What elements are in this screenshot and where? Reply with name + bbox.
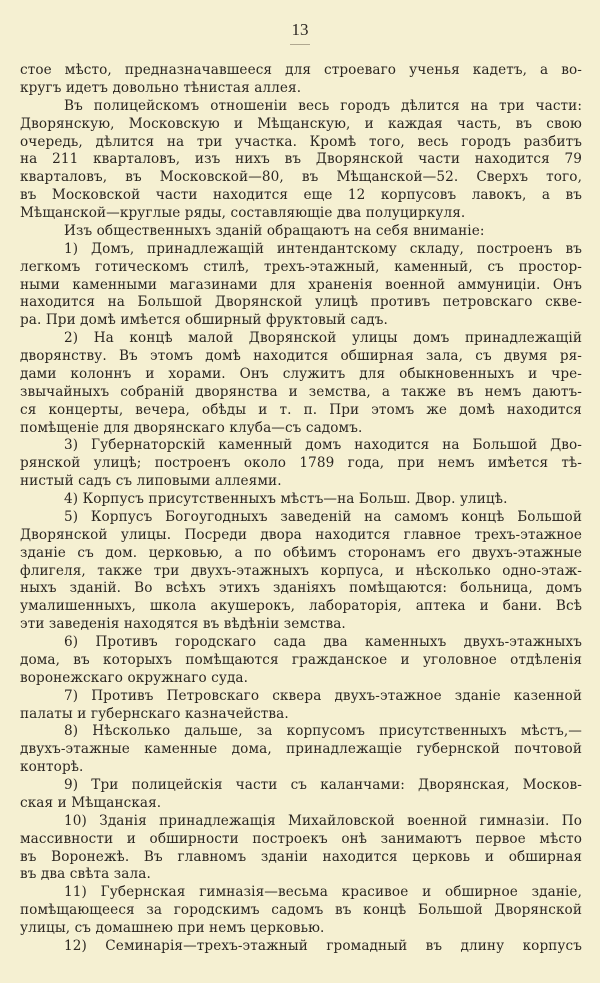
text-line: 5) Корпусъ Богоугодныхъ заведеній на самомъ концѣ Большой [64, 508, 582, 525]
text-line: ся концерты, вечера, обѣды и т. п. При этомъ же домѣ находится [20, 401, 582, 418]
text-line: флигеля, также три двухъ-этажныхъ корпуса, и нѣсколько одно-этаж- [20, 562, 582, 579]
text-line: 12) Семинарія—трехъ-этажный громадный въ длину корпусъ [64, 937, 582, 954]
text-line: Дворянскую, Московскую и Мѣщанскую, и каждая часть, въ свою [20, 115, 582, 132]
text-line: помѣщеніе для дворянскаго клуба—съ садомъ. [20, 419, 363, 436]
paragraph [20, 938, 582, 956]
page-number: 13 [291, 20, 309, 39]
paragraph [20, 688, 582, 724]
text-line: кварталовъ, въ Московской—80, въ Мѣщанской—52. Сверхъ того, [20, 169, 582, 186]
text-line: дами колоннъ и хорами. Онъ служитъ для обыкновенныхъ и чре- [20, 365, 582, 382]
text-line: Мѣщанской—круглые ряды, составляющіе два полуциркуля. [20, 205, 466, 221]
text-line: ныхъ зданій. Во всѣхъ этихъ зданіяхъ помѣщаются: больница, домъ [20, 580, 582, 597]
text-line: нистый садъ съ липовыми аллеями. [20, 473, 282, 490]
text-line: 4) Корпусъ присутственныхъ мѣстъ—на Больш. Двор. улицѣ. [64, 491, 508, 507]
text-line: дворянству. Въ этомъ домѣ находится обширная зала, съ двумя ря- [20, 348, 582, 364]
text-line: Изъ общественныхъ зданій обращаютъ на себя вниманіе: [64, 222, 485, 239]
paragraph [20, 777, 582, 813]
paragraph [20, 62, 582, 98]
text-line: улицы, съ домашнею при немъ церковью. [20, 920, 325, 936]
text-line: 2) На концѣ малой Дворянской улицы домъ принадлежащій [64, 330, 582, 347]
text-line: 10) Зданія принадлежащія Михайловской военной гимназіи. По [64, 812, 582, 829]
text-line: ра. При домѣ имѣется обширный фруктовый садъ. [20, 312, 388, 329]
text-line: рянской улицѣ; построенъ около 1789 года, при немъ имѣется тѣ- [20, 455, 582, 472]
text-line: эти заведенія находятся въ вѣдѣніи земства. [20, 616, 346, 633]
paragraph [20, 491, 582, 509]
text-line: зданіе съ дом. церковью, а по обѣимъ сторонамъ его двухъ-этажные [20, 544, 582, 561]
page-number-underline [290, 44, 310, 45]
text-line: массивности и обширности построекъ онѣ занимаютъ первое мѣсто [20, 830, 582, 847]
text-line: на 211 кварталовъ, изъ нихъ въ Дворянской части находится 79 [20, 151, 582, 168]
text-line: кругъ идетъ довольно тѣнистая аллея. [20, 79, 302, 96]
text-line: дома, въ которыхъ помѣщаются гражданское и уголовное отдѣленія [20, 651, 582, 668]
text-line: 1) Домъ, принадлежащій интендантскому складу, построенъ въ [64, 240, 582, 257]
paragraph [20, 813, 582, 885]
text-line: 9) Три полицейскія части съ каланчами: Дворянская, Москов- [64, 777, 582, 793]
text-line: конторѣ. [20, 759, 84, 776]
text-line: 7) Противъ Петровскаго сквера двухъ-этажное зданіе казенной [64, 687, 582, 704]
text-line: двухъ-этажные каменные дома, принадлежащіе губернской почтовой [20, 741, 582, 758]
text-line: 11) Губернская гимназія—весьма красивое и обширное зданіе, [64, 884, 582, 901]
paragraph [20, 509, 582, 634]
paragraph [20, 884, 582, 938]
paragraph [20, 634, 582, 688]
paragraph [20, 723, 582, 777]
text-line: находится на Большой Дворянской улицѣ противъ петровскаго скве- [20, 294, 582, 311]
text-line: помѣщающееся за городскимъ садомъ въ концѣ Большой Дворянской [20, 902, 582, 919]
text-line: очередь, дѣлится на три участка. Кромѣ того, весь городъ разбитъ [20, 133, 582, 150]
text-line: въ Московской части находится еще 12 корпусовъ лавокъ, а въ [20, 187, 582, 204]
text-line: ными каменными магазинами для храненія военной аммуниціи. Онъ [20, 276, 582, 293]
text-line: Дворянской улицы. Посреди двора находится главное трехъ-этажное [20, 526, 582, 543]
paragraph [20, 241, 582, 330]
paragraph [20, 98, 582, 223]
text-line: 3) Губернаторскій каменный домъ находится на Большой Дво- [64, 437, 582, 454]
text-line: Въ полицейскомъ отношеніи весь городъ дѣлится на три части: [64, 97, 582, 114]
body-text [20, 62, 582, 956]
text-line: умалишенныхъ, школа акушерокъ, лабораторія, аптека и бани. Всѣ [20, 598, 582, 615]
text-line: стое мѣсто, предназначавшееся для строеваго ученья кадетъ, а во- [20, 62, 582, 78]
text-line: въ два свѣта зала. [20, 866, 151, 883]
text-line: 8) Нѣсколько дальше, за корпусомъ присутственныхъ мѣстъ,— [64, 723, 582, 740]
text-line: воронежскаго окружнаго суда. [20, 669, 249, 686]
text-line: въ Воронежѣ. Въ главномъ зданіи находится церковь и обширная [20, 848, 582, 865]
text-line: легкомъ готическомъ стилѣ, трехъ-этажный, каменный, съ простор- [20, 258, 582, 275]
paragraph [20, 437, 582, 491]
paragraph [20, 330, 582, 437]
text-line: ская и Мѣщанская. [20, 794, 162, 811]
text-line: звычайныхъ собраній дворянства и земства, а также въ немъ даютъ- [20, 383, 582, 400]
paragraph [20, 223, 582, 241]
text-line: палаты и губернскаго казначейства. [20, 705, 289, 722]
text-line: 6) Противъ городскаго сада два каменныхъ двухъ-этажныхъ [64, 634, 582, 650]
